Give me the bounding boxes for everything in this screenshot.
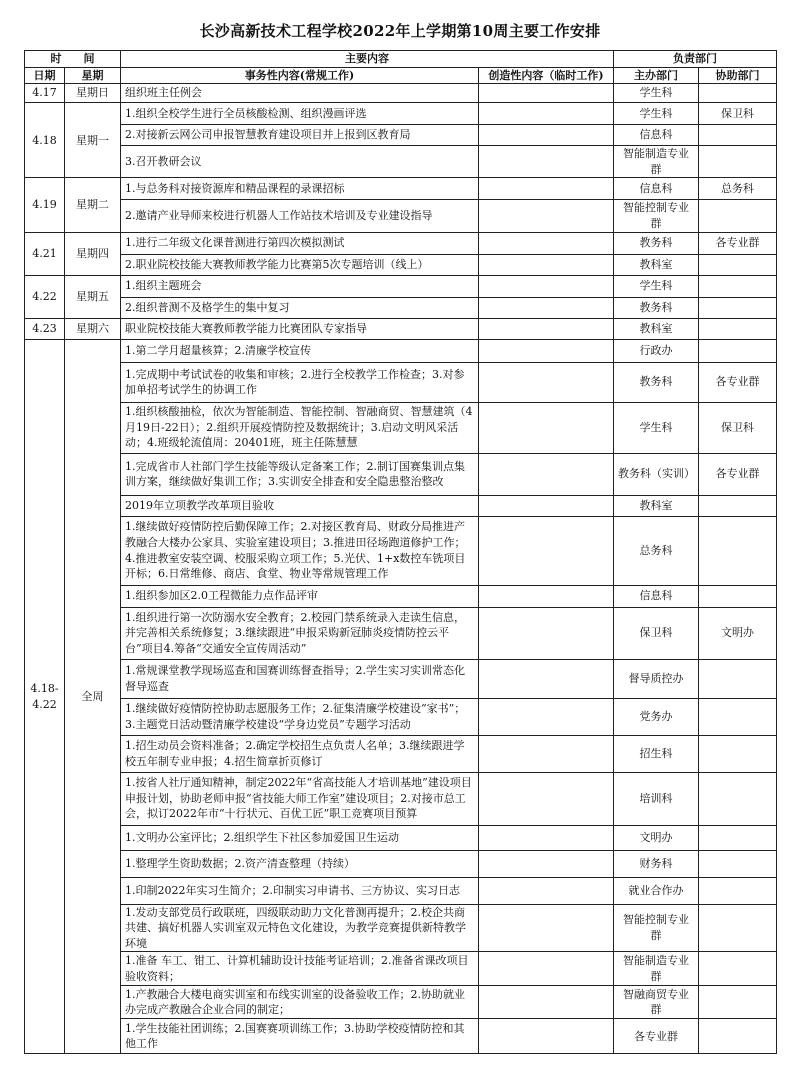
routine-task-cell: 2019年立项教学改革项目验收: [121, 495, 479, 516]
routine-task-cell: 2.组织普测不及格学生的集中复习: [121, 297, 479, 318]
primary-dept-cell: 行政办: [614, 339, 699, 362]
table-row: [25, 232, 777, 254]
table-row: [25, 103, 777, 125]
routine-task-cell: 1.继续做好疫情防控协助志愿服务工作；2.征集清廉学校建设“家书”；3.主题党日活动暨清廉学校建设“学身边党员”专题学习活动: [121, 698, 479, 735]
date-cell: 4.21: [25, 232, 65, 275]
primary-dept-cell: 智能制造专业群: [614, 952, 699, 986]
table-row: [25, 698, 777, 735]
routine-task-cell: 职业院校技能大赛教师教学能力比赛团队专家指导: [121, 318, 479, 339]
primary-dept-cell: 教科室: [614, 318, 699, 339]
assist-dept-cell: [699, 877, 777, 904]
creative-task-cell: [479, 1019, 614, 1054]
assist-dept-cell: [699, 659, 777, 698]
weekday-cell: 星期六: [65, 318, 121, 339]
routine-task-cell: 2.职业院校技能大赛教师教学能力比赛第5次专题培训（线上）: [121, 254, 479, 275]
assist-dept-cell: [699, 516, 777, 585]
assist-dept-cell: [699, 850, 777, 877]
primary-dept-cell: 信息科: [614, 585, 699, 607]
weekday-cell: 星期四: [65, 232, 121, 275]
primary-dept-cell: 就业合作办: [614, 877, 699, 904]
routine-task-cell: 1.发动支部党员行政联班，四级联动助力文化普测再提升；2.校企共商共建、搞好机器人实训室双元特色文化建设，为教学竞赛提供新特教学环境: [121, 904, 479, 952]
date-cell: 4.22: [25, 275, 65, 318]
primary-dept-cell: 总务科: [614, 516, 699, 585]
creative-task-cell: [479, 495, 614, 516]
primary-dept-cell: 教科室: [614, 254, 699, 275]
assist-dept-cell: [699, 904, 777, 952]
creative-task-cell: [479, 952, 614, 986]
primary-dept-cell: 教务科: [614, 232, 699, 254]
routine-task-cell: 1.组织核酸抽检，依次为智能制造、智能控制、智融商贸、智慧建筑（4月19日-22日）；2.组织开展疫情防控及数据统计；3.启动文明风采活动；4.班级轮流值周：20401班，班主任陈慧慧: [121, 402, 479, 453]
table-row: [25, 254, 777, 275]
primary-dept-cell: 教务科（实训）: [614, 453, 699, 495]
table-row: [25, 200, 777, 232]
creative-task-cell: [479, 698, 614, 735]
date-cell: 4.18: [25, 103, 65, 178]
table-row: [25, 607, 777, 659]
primary-dept-cell: 智能控制专业群: [614, 904, 699, 952]
weekday-cell: 星期二: [65, 178, 121, 232]
table-row: [25, 585, 777, 607]
routine-task-cell: 1.印制2022年实习生简介；2.印制实习申请书、三方协议、实习日志: [121, 877, 479, 904]
assist-dept-cell: [699, 84, 777, 103]
routine-task-cell: 1.产教融合大楼电商实训室和布线实训室的设备验收工作；2.协助就业办完成产教融合企业合同的制定；: [121, 986, 479, 1019]
header-time: 时 间: [25, 51, 121, 68]
primary-dept-cell: 学生科: [614, 402, 699, 453]
primary-dept-cell: 信息科: [614, 178, 699, 200]
assist-dept-cell: 保卫科: [699, 103, 777, 125]
creative-task-cell: [479, 986, 614, 1019]
creative-task-cell: [479, 516, 614, 585]
table-row: [25, 516, 777, 585]
header-row-1: [25, 51, 777, 68]
primary-dept-cell: 智融商贸专业群: [614, 986, 699, 1019]
table-row: [25, 297, 777, 318]
table-row: [25, 825, 777, 850]
table-row: [25, 735, 777, 772]
assist-dept-cell: [699, 318, 777, 339]
table-row: [25, 84, 777, 103]
creative-task-cell: [479, 297, 614, 318]
creative-task-cell: [479, 200, 614, 232]
date-cell: 4.18-4.22: [25, 339, 65, 1054]
assist-dept-cell: [699, 825, 777, 850]
assist-dept-cell: [699, 297, 777, 318]
table-row: [25, 339, 777, 362]
assist-dept-cell: [699, 1019, 777, 1054]
creative-task-cell: [479, 275, 614, 297]
table-row: [25, 986, 777, 1019]
header-date: 日期: [25, 67, 65, 84]
creative-task-cell: [479, 103, 614, 125]
creative-task-cell: [479, 254, 614, 275]
creative-task-cell: [479, 877, 614, 904]
creative-task-cell: [479, 607, 614, 659]
creative-task-cell: [479, 318, 614, 339]
header-responsible-dept: 负责部门: [614, 51, 777, 68]
date-cell: 4.17: [25, 84, 65, 103]
header-assist-dept: 协助部门: [699, 67, 777, 84]
creative-task-cell: [479, 453, 614, 495]
primary-dept-cell: 信息科: [614, 125, 699, 146]
primary-dept-cell: 各专业群: [614, 1019, 699, 1054]
routine-task-cell: 1.与总务科对接资源库和精品课程的录课招标: [121, 178, 479, 200]
primary-dept-cell: 文明办: [614, 825, 699, 850]
assist-dept-cell: [699, 125, 777, 146]
assist-dept-cell: 各专业群: [699, 362, 777, 402]
routine-task-cell: 1.准备 车工、钳工、计算机辅助设计技能考证培训；2.准备省课改项目验收资料；: [121, 952, 479, 986]
creative-task-cell: [479, 339, 614, 362]
routine-task-cell: 1.第二学月超量核算；2.清廉学校宣传: [121, 339, 479, 362]
header-main-content: 主要内容: [121, 51, 614, 68]
table-row: [25, 275, 777, 297]
table-row: [25, 952, 777, 986]
creative-task-cell: [479, 125, 614, 146]
header-row-2: [25, 67, 777, 84]
primary-dept-cell: 培训科: [614, 772, 699, 825]
routine-task-cell: 1.组织全校学生进行全员核酸检测、组织漫画评选: [121, 103, 479, 125]
routine-task-cell: 1.招生动员会资料准备；2.确定学校招生点负责人名单；3.继续跟进学校五年制专业申报；4.招生简章折页修订: [121, 735, 479, 772]
assist-dept-cell: 总务科: [699, 178, 777, 200]
primary-dept-cell: 保卫科: [614, 607, 699, 659]
creative-task-cell: [479, 735, 614, 772]
table-row: [25, 1019, 777, 1054]
creative-task-cell: [479, 146, 614, 178]
table-row: [25, 850, 777, 877]
schedule-table: [24, 50, 777, 1054]
creative-task-cell: [479, 659, 614, 698]
table-row: [25, 146, 777, 178]
weekday-cell: 星期五: [65, 275, 121, 318]
assist-dept-cell: [699, 146, 777, 178]
assist-dept-cell: [699, 495, 777, 516]
creative-task-cell: [479, 772, 614, 825]
date-cell: 4.23: [25, 318, 65, 339]
primary-dept-cell: 学生科: [614, 84, 699, 103]
routine-task-cell: 1.学生技能社团训练；2.国赛赛项训练工作；3.协助学校疫情防控和其他工作: [121, 1019, 479, 1054]
table-row: [25, 495, 777, 516]
routine-task-cell: 1.组织进行第一次防溺水安全教育；2.校园门禁系统录入走读生信息，并完善相关系统修复；3.继续跟进“申报采购新冠肺炎疫情防控云平台”项目4.筹备“交通安全宣传周活动”: [121, 607, 479, 659]
routine-task-cell: 1.完成省市人社部门学生技能等级认定备案工作；2.制订国赛集训点集训方案，继续做好集训工作；3.实训安全排查和安全隐患整治整改: [121, 453, 479, 495]
primary-dept-cell: 招生科: [614, 735, 699, 772]
table-row: [25, 877, 777, 904]
table-row: [25, 362, 777, 402]
page-title: 长沙高新技术工程学校2022年上学期第10周主要工作安排: [199, 22, 601, 40]
assist-dept-cell: [699, 275, 777, 297]
primary-dept-cell: 教务科: [614, 297, 699, 318]
routine-task-cell: 1.组织参加区2.0工程微能力点作品评审: [121, 585, 479, 607]
routine-task-cell: 1.常规课堂教学现场巡查和国赛训练督查指导；2.学生实习实训常态化督导巡查: [121, 659, 479, 698]
routine-task-cell: 1.文明办公室评比；2.组织学生下社区参加爱国卫生运动: [121, 825, 479, 850]
creative-task-cell: [479, 402, 614, 453]
assist-dept-cell: [699, 585, 777, 607]
table-row: [25, 125, 777, 146]
creative-task-cell: [479, 84, 614, 103]
routine-task-cell: 1.继续做好疫情防控后勤保障工作；2.对接区教育局、财政分局推进产教融合大楼办公家具、实验室建设项目；3.推进田径场跑道修护工作；4.推进教室安装空调、校服采购立项工作；5.光伏、1+x数控车铣项目开标；6.日常维修、商店、食堂、物业等常规管理工作: [121, 516, 479, 585]
weekday-cell: 星期日: [65, 84, 121, 103]
header-creative: 创造性内容（临时工作): [479, 67, 614, 84]
primary-dept-cell: 财务科: [614, 850, 699, 877]
table-row: [25, 318, 777, 339]
header-primary-dept: 主办部门: [614, 67, 699, 84]
table-row: [25, 453, 777, 495]
routine-task-cell: 1.进行二年级文化课普测进行第四次模拟测试: [121, 232, 479, 254]
assist-dept-cell: [699, 772, 777, 825]
weekday-cell: 星期一: [65, 103, 121, 178]
primary-dept-cell: 党务办: [614, 698, 699, 735]
assist-dept-cell: 保卫科: [699, 402, 777, 453]
primary-dept-cell: 智能控制专业群: [614, 200, 699, 232]
table-row: [25, 402, 777, 453]
assist-dept-cell: [699, 986, 777, 1019]
table-row: [25, 178, 777, 200]
assist-dept-cell: [699, 200, 777, 232]
creative-task-cell: [479, 825, 614, 850]
primary-dept-cell: 教科室: [614, 495, 699, 516]
primary-dept-cell: 学生科: [614, 275, 699, 297]
creative-task-cell: [479, 904, 614, 952]
table-row: [25, 659, 777, 698]
creative-task-cell: [479, 362, 614, 402]
routine-task-cell: 1.组织主题班会: [121, 275, 479, 297]
routine-task-cell: 2.对接新云网公司申报智慧教育建设项目并上报到区教育局: [121, 125, 479, 146]
routine-task-cell: 1.整理学生资助数据；2.资产清查整理（持续）: [121, 850, 479, 877]
primary-dept-cell: 教务科: [614, 362, 699, 402]
primary-dept-cell: 智能制造专业群: [614, 146, 699, 178]
assist-dept-cell: 各专业群: [699, 232, 777, 254]
weekday-cell: 全周: [65, 339, 121, 1054]
assist-dept-cell: 文明办: [699, 607, 777, 659]
table-row: [25, 904, 777, 952]
table-row: [25, 772, 777, 825]
primary-dept-cell: 学生科: [614, 103, 699, 125]
routine-task-cell: 1.完成期中考试试卷的收集和审核；2.进行全校教学工作检查；3.对参加单招考试学生的协调工作: [121, 362, 479, 402]
routine-task-cell: 3.召开教研会议: [121, 146, 479, 178]
assist-dept-cell: [699, 735, 777, 772]
creative-task-cell: [479, 850, 614, 877]
primary-dept-cell: 督导质控办: [614, 659, 699, 698]
assist-dept-cell: [699, 339, 777, 362]
assist-dept-cell: [699, 254, 777, 275]
creative-task-cell: [479, 585, 614, 607]
creative-task-cell: [479, 232, 614, 254]
routine-task-cell: 2.邀请产业导师来校进行机器人工作站技术培训及专业建设指导: [121, 200, 479, 232]
routine-task-cell: 1.按省人社厅通知精神，制定2022年“省高技能人才培训基地”建设项目申报计划，协助老师申报“省技能大师工作室”建设项目；2.对接市总工会，拟订2022年市“十行状元、百优工匠”职工竞赛项目预算: [121, 772, 479, 825]
assist-dept-cell: [699, 952, 777, 986]
date-cell: 4.19: [25, 178, 65, 232]
creative-task-cell: [479, 178, 614, 200]
routine-task-cell: 组织班主任例会: [121, 84, 479, 103]
assist-dept-cell: 各专业群: [699, 453, 777, 495]
header-weekday: 星期: [65, 67, 121, 84]
assist-dept-cell: [699, 698, 777, 735]
header-routine: 事务性内容(常规工作): [121, 67, 479, 84]
